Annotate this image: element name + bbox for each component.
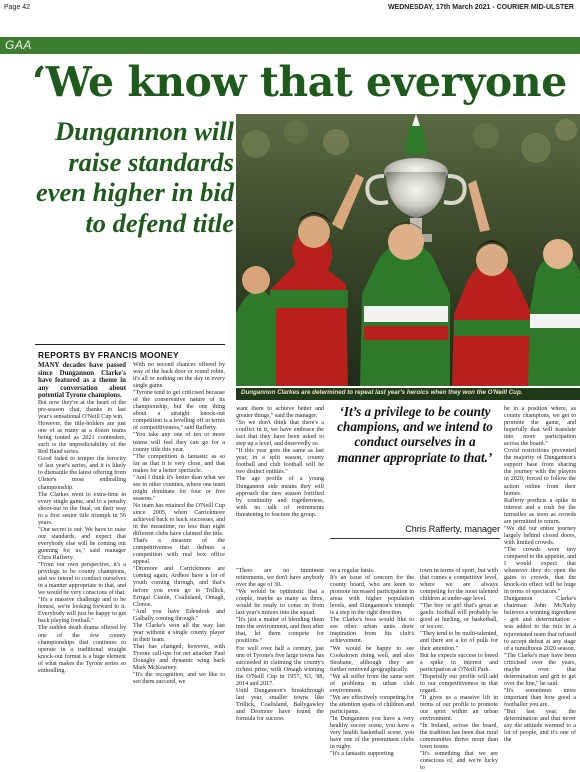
article-paragraph: That has changed, however, with Tyrone call-ups for net attacker Paul Donaghy and dynamic wing back Mark McKearney. [133, 643, 225, 672]
article-paragraph: "It's a fantastic supporting [330, 751, 394, 758]
article-paragraph: No team has retained the O'Neill Cup since 2005, when Carrickmore achieved back to back successes, and in the meantime, no less than eight different clubs have claimed the title. [133, 502, 225, 538]
article-paragraph: on a regular basis. [330, 568, 375, 574]
article-paragraph: MANY decades have passed since Dungannon Clarke's have featured as a theme in any conversation about potential Tyrone champions. [38, 362, 126, 400]
article-paragraph: want them to achieve better and greater things," said the manager. [236, 406, 324, 420]
dateline: WEDNESDAY, 17th March 2021 - COURIER MID-ULSTER [387, 4, 574, 11]
article-paragraph: "There are no imminent retirements, we don't have anybody over the age of 30. [236, 568, 324, 589]
article-paragraph: "It's a massive challenge and to be honest, we're looking forward to it. Everybody will just be happy to get back playing football." [38, 597, 126, 625]
article-column-6 [504, 406, 576, 744]
photo-caption-text: Dungannon Clarkes are determined to repeat last year's heroics when they won the O'Neill Cup. [241, 389, 523, 396]
article-paragraph: Rafferty predicts a spike in interest and a rush for the turnstiles as soon as crowds are permitted to return. [504, 497, 576, 525]
article-column-3 [236, 406, 324, 518]
article-paragraph: Covid restrictions prevented the majority of Dungannon's support base from sharing the journey with the players in 2020, forced to follow the action online from their homes. [504, 448, 576, 497]
article-column-1 [38, 362, 126, 734]
page-folio [0, 0, 580, 20]
pull-quote: ‘It’s a privilege to be county champions, and we intend to conduct ourselves in a manner appropriate to that.’ [337, 404, 493, 465]
section-label: GAA [5, 38, 32, 52]
pull-quote-rule [330, 538, 500, 539]
article-paragraph: "We would be optimistic that a couple, maybe as many as three, would be ready to come in from last year's minors into the squad. [236, 589, 324, 617]
article-paragraph: "It gives us a massive lift in terms of our profile to promote our sport within an urban environment. [420, 694, 498, 722]
article-paragraph: The age profile of a young Dungannon side means they will approach the new season fortified by continuity and togetherness, with no talk of retirements threatening to fracture the group. [236, 476, 324, 518]
article-paragraph: "And I think it's better than what we see in other counties, where one team might dominate for four or five seasons." [133, 474, 225, 502]
article-column-3b [236, 568, 324, 734]
article-paragraph: But he expects success to breed a spike in interest and participation at O'Neill Park. [420, 652, 498, 673]
article-paragraph: The Clarkes went to extra-time in every single game, and to a penalty shoot-out in the final, on their way to a first senior title triumph in 56 years. [38, 491, 126, 526]
article-paragraph: "It's the recognition, and we like to see them succeed, we [133, 672, 225, 686]
article-paragraph: Until Dungannon's breakthrough last year, smaller towns like Trillick, Coalisland, Ballygawley and Dromore have found the formula for success [236, 687, 324, 722]
section-bar [0, 37, 580, 54]
headline: ‘We know that everyone [32, 58, 567, 106]
article-paragraph: "And you have Edendork and Galbally coming through." [133, 608, 225, 622]
article-paragraph: For well over half a century, just one of Tyrone's five large towns has succeeded in claiming the county's richest prize, with Omagh winning the O'Neill Cup in 1957, '63, '88, 2014 and 2017. [236, 645, 324, 687]
article-paragraph: However, the title-holders are just one of as many as a dozen teams being touted as 2021 contenders, such is the unpredictability of the Red Hand series. [38, 421, 126, 456]
article-paragraph: "It's something that we are conscious of, and we're lucky to [420, 751, 498, 772]
article-paragraph: town in terms of sport, but with that comes a competitive level, where we are always competing for the most talented children at under-age level. [420, 568, 498, 603]
article-paragraph: "Hopefully our profile will add to our competitiveness in that regard. [420, 673, 498, 694]
article-paragraph: be in a position where, as county champions, we get to promote the game, and hopefully that will translate into more participation across the board." [504, 406, 576, 448]
article-paragraph: "We would be happy to see Cookstown doing well, and also Strabane, although they are further removed geographically. [330, 645, 414, 673]
article-paragraph: "So we don't think that there's a conflict in it, we have embrace the fact that they have been asked to step up a level, and deservedly so. [236, 420, 324, 448]
article-paragraph: "Dromore and Carrickmore are coming again, Ardboe have a lot of youth coming through, and that's before you even go to Trillick, Errigal Ciarán, Coalisland, Omagh, Clonoe. [133, 566, 225, 608]
byline-rule [35, 344, 225, 345]
article-paragraph: "We did our entire journey largely behind closed doors, with limited crowds. [504, 525, 576, 546]
article-paragraph: The Clarke's won all the way last year without a single county player in their team. [133, 622, 225, 643]
article-paragraph: "In Dungannon you have a very healthy soccer scene, you have a very health basketball scene, you have one of the preeminent clubs in rugby. [330, 715, 414, 751]
article-paragraph: "They tend to be multi-talented, and there are a lot of pulls for their attention." [420, 631, 498, 652]
photo-illustration [236, 114, 580, 386]
standfirst: Dungannon will raise standards even higher in bid to defend title [35, 116, 234, 238]
article-column-2 [133, 362, 225, 734]
page-number: Page 42 [4, 4, 31, 11]
article-paragraph: "From our own perspective, it's a privilege to be county champions, and we intend to conduct ourselves in a manner appropriate to that, and we would be very conscious of that. [38, 562, 126, 597]
article-paragraph: "The competition is fantastic as so far as that it is very close, and that makes for a better spectacle. [133, 453, 225, 474]
photo-caption [236, 388, 580, 400]
article-paragraph: "In Ireland, across the board, the tradition has been that rural communities thrive more than town teams. [420, 723, 498, 751]
article-paragraph: The Clarke's boss would like to see other urban units draw inspiration from his club's achievement. [330, 617, 414, 645]
article-paragraph: "It's sometimes more important than how good a footballer you are. [504, 687, 576, 708]
article-paragraph: "The Clarke's may have been criticised over the years, maybe over that determination and grit to get over the line," he said. [504, 652, 576, 687]
byline: REPORTS BY FRANCIS MOONEY [38, 350, 179, 360]
pull-quote-credit: Chris Rafferty, manager [405, 524, 500, 534]
article-column-4 [330, 568, 414, 758]
article-paragraph: "We all suffer from the same sort of problems in urban club environment. [330, 673, 414, 694]
article-paragraph: "Tyrone tend to get criticised because of the conservative nature of its championship, but the one thing about a straight knock-out competition is a levelling off in terms of competitiveness," said Rafferty. [133, 390, 225, 432]
article-paragraph: Dungannon Clarke's chairman John McNulty believes a winning ingredient - grit and determination - was added to the mix in a rejuvenated team that refused to accept defeat at any stage of a tumultuous 2020 season. [504, 596, 576, 652]
article-paragraph: "We are effectively competing for the attention spans of children and participants. [330, 694, 414, 715]
article-paragraph: "Our secret is out. We have to raise our standards, and expect that everybody else will be coming out gunning for us," said manager Chris Rafferty. [38, 526, 126, 561]
article-paragraph: That's a measure of the competitiveness that defines a competition with real box office appeal. [133, 538, 225, 566]
team-celebration-photo [236, 114, 580, 386]
article-paragraph: "It's just a matter of blending them into the environment, and then after that, let them compete for positions." [236, 617, 324, 645]
article-paragraph: Good faded to temper the ferocity of last year's series, and it is likely to dismantle the latest offering from Ulster's most enthralling championship. [38, 456, 126, 491]
article-paragraph: "If this year goes the same as last year, in a split season, county football and club football will be two distinct entities." [236, 448, 324, 476]
article-paragraph: It's an issue of concern for the county board, who are keen to promote increased participation in areas with higher population levels, and Dungannon's triumph is a step in the right direction. [330, 575, 414, 617]
article-paragraph: But now they're at the heart of the pre-season chat, thanks to last year's sensational O'Neill Cup win. [38, 399, 126, 421]
article-column-5 [420, 568, 498, 772]
article-paragraph: "The crowds were tiny compared to the appetite, and I would expect that whenever they do open the gates to crowds, that the knock-on effect will be huge in terms of spectators." [504, 546, 576, 596]
article-paragraph: "You take any one of ten or more teams will feel they can go for a county title this year. [133, 432, 225, 453]
article-paragraph: "But last year, the determination and that never say die attitude warmed to a lot of people, and it's one of the [504, 709, 576, 744]
article-paragraph: "The boy or girl that's great at gaelic football will probably be good at hurling, or basketball, or soccer. [420, 603, 498, 631]
article-paragraph: With no second chances offered by way of the back door or round robin, it's all or nothing on the day in every single game. [133, 362, 225, 390]
article-paragraph: The sudden death drama offered by one of the few county championships that continues to operate in a traditional straight knock-out format is a huge element of what makes the Tyrone series so enthralling. [38, 625, 126, 674]
